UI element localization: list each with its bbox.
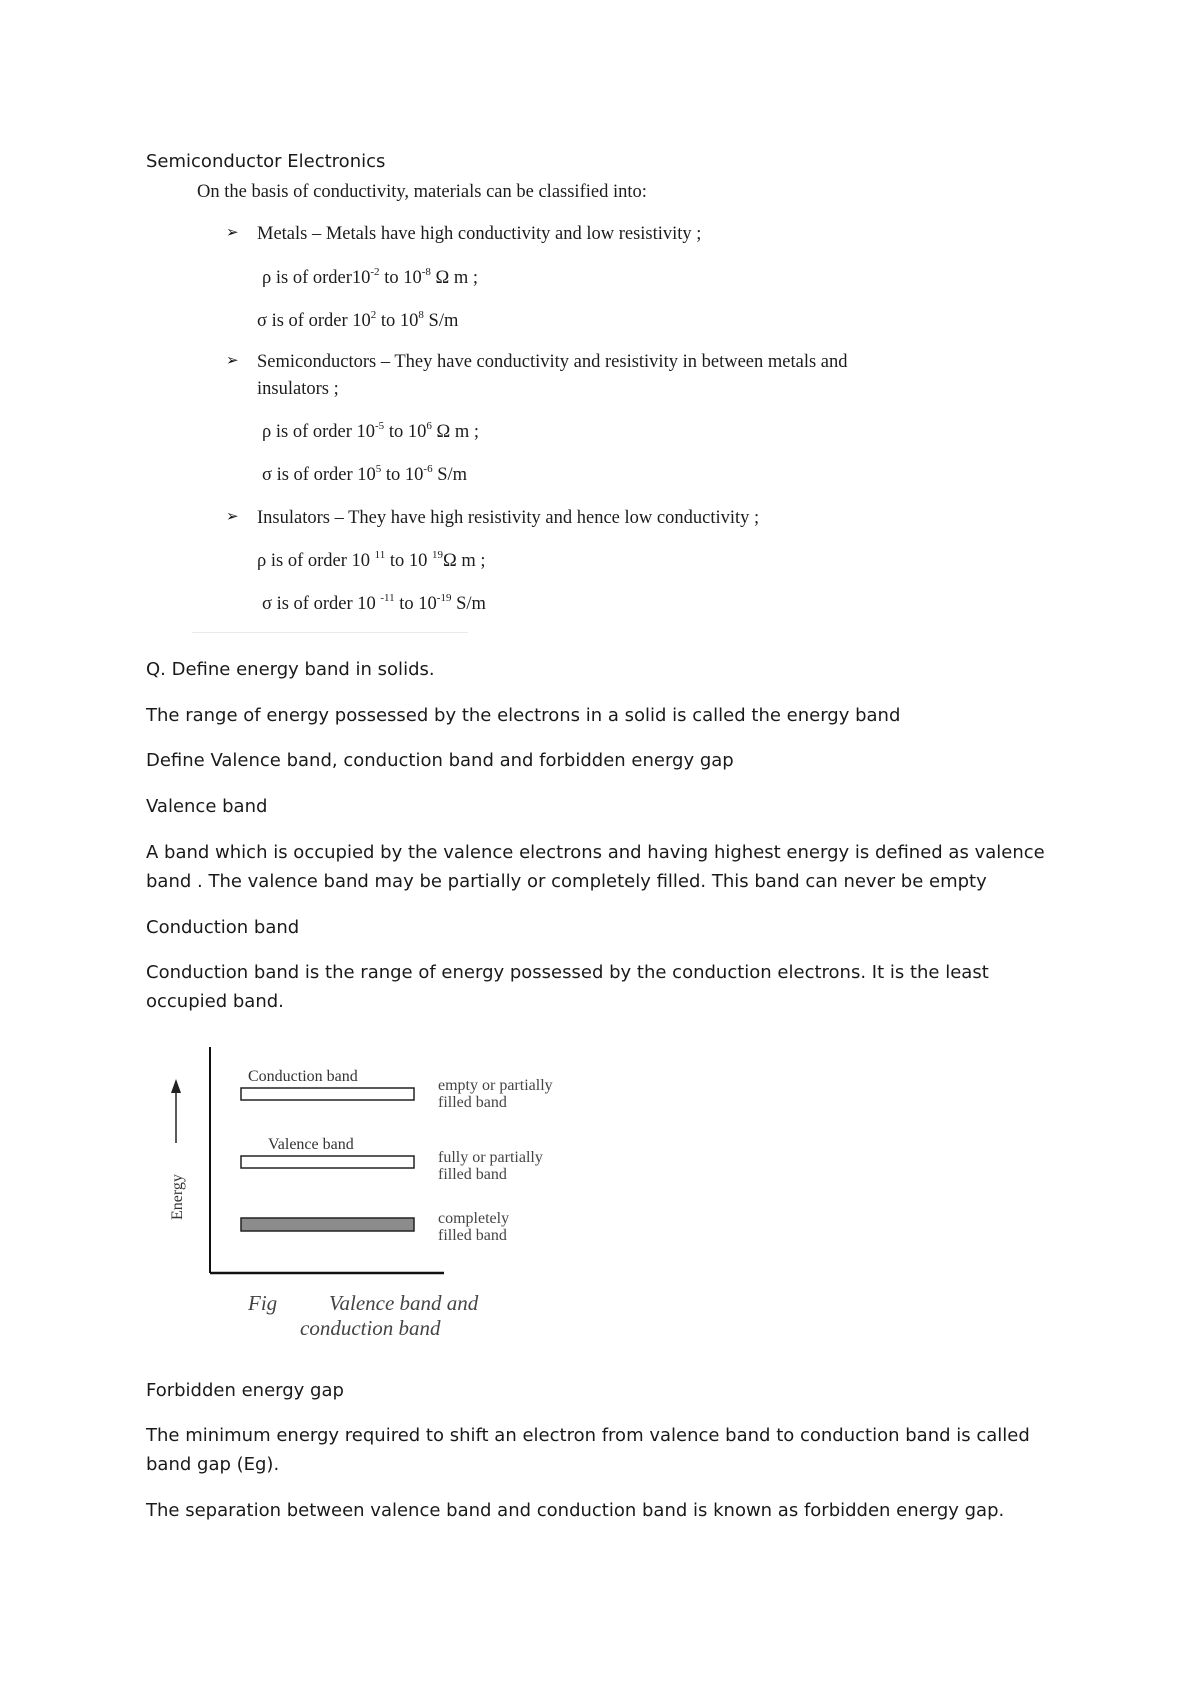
energy-axis-label: Energy [169, 1174, 186, 1220]
desc-completely-line2: filled band [438, 1227, 507, 1244]
forbidden-gap-text-line2: band gap (Eg). [146, 1454, 280, 1475]
semiconductors-title-line1: Semiconductors – They have conductivity and resistivity in between metals and [257, 352, 848, 372]
desc-empty-line1: empty or partially [438, 1077, 553, 1094]
conduction-band-bar [241, 1088, 414, 1100]
up-arrow-icon [171, 1079, 181, 1093]
semiconductors-sigma: σ is of order $10^5$ to $10^{-6}$ S/m [262, 462, 468, 485]
forbidden-gap-text-line3: The separation between valence band and conduction band is known as forbidden energy gap. [146, 1500, 1005, 1521]
valence-band-bar [241, 1156, 414, 1168]
metals-rho: ρ is of $order10^{-2}$ to $10^{-8}$ Ω m ; [262, 265, 479, 288]
energy-band-figure [160, 1035, 620, 1350]
conduction-band-text-line1: Conduction band is the range of energy possessed by the conduction electrons. It is the least [146, 962, 989, 983]
desc-fully-line2: filled band [438, 1166, 507, 1183]
bullet-arrow-icon: ➢ [226, 351, 239, 369]
valence-band-text-line1: A band which is occupied by the valence electrons and having highest energy is defined as valence [146, 842, 1045, 863]
forbidden-gap-text-line1: The minimum energy required to shift an electron from valence band to conduction band is called [146, 1425, 1030, 1446]
insulators-rho: ρ is of order 10 $^{11}$ to 10 $^{19}$Ω m ; [257, 548, 486, 571]
answer-energy-band: The range of energy possessed by the electrons in a solid is called the energy band [146, 705, 901, 726]
bullet-arrow-icon: ➢ [226, 223, 239, 241]
bullet-arrow-icon: ➢ [226, 507, 239, 525]
conduction-band-heading: Conduction band [146, 917, 300, 938]
conduction-band-text-line2: occupied band. [146, 991, 284, 1012]
insulators-sigma: σ is of order 10 $^{-11}$ to $10^{-19}$ S/m [262, 591, 486, 614]
figure-caption-line1: Valence band and [329, 1291, 479, 1315]
desc-fully-line1: fully or partially [438, 1149, 543, 1166]
figure-caption-line2: conduction band [300, 1316, 441, 1340]
desc-empty-line2: filled band [438, 1094, 507, 1111]
semiconductors-rho: ρ is of order $10^{-5}$ to $10^6$ Ω m ; [262, 419, 479, 442]
conduction-band-label: Conduction band [248, 1068, 358, 1085]
forbidden-gap-heading: Forbidden energy gap [146, 1380, 344, 1401]
valence-band-text-line2: band . The valence band may be partially or completely filled. This band can never be empty [146, 871, 987, 892]
desc-completely-line1: completely [438, 1210, 510, 1227]
page-title: Semiconductor Electronics [146, 151, 386, 172]
figure-caption-label: Fig [248, 1291, 278, 1315]
scan-edge-divider [192, 632, 468, 633]
filled-band-bar [241, 1218, 414, 1231]
question-define-bands: Define Valence band, conduction band and forbidden energy gap [146, 750, 734, 771]
valence-band-heading: Valence band [146, 796, 268, 817]
insulators-title: Insulators – They have high resistivity and hence low conductivity ; [257, 508, 760, 528]
metals-title: Metals – Metals have high conductivity and low resistivity ; [257, 224, 702, 244]
intro-text: On the basis of conductivity, materials can be classified into: [197, 182, 647, 202]
valence-band-label: Valence band [268, 1136, 354, 1153]
question-energy-band: Q. Define energy band in solids. [146, 659, 435, 680]
semiconductors-title-line2: insulators ; [257, 379, 339, 399]
metals-sigma: σ is of order $10^2$ to $10^8$ S/m [257, 308, 459, 331]
